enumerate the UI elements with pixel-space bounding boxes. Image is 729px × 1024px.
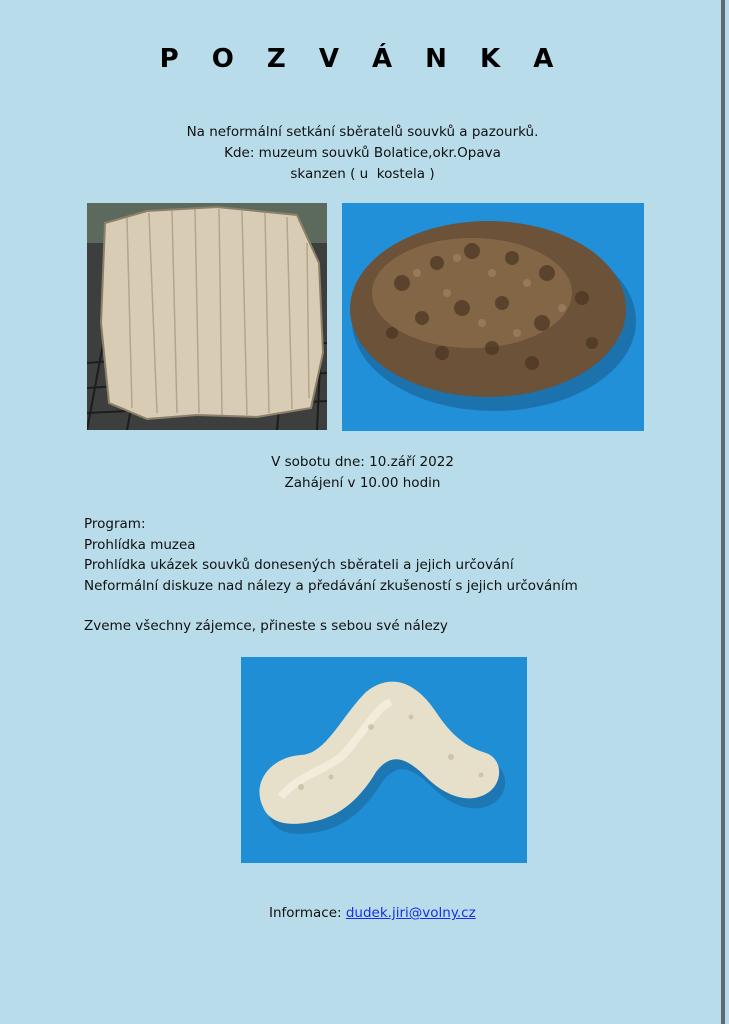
program-item: Prohlídka muzea bbox=[84, 536, 196, 553]
event-info bbox=[0, 452, 725, 494]
contact-label: Informace: bbox=[269, 905, 342, 921]
intro-line-location: Kde: muzeum souvků Bolatice,okr.Opava bbox=[224, 145, 501, 161]
contact-info bbox=[269, 905, 476, 921]
intro-block bbox=[0, 122, 725, 185]
contact-email-link[interactable]: dudek.jiri@volny.cz bbox=[345, 905, 476, 921]
photo-brown-nodule bbox=[342, 203, 644, 431]
intro-line-place: skanzen ( u kostela ) bbox=[290, 166, 435, 182]
page-title: P O Z V Á N K A bbox=[159, 44, 566, 74]
program-item: Neformální diskuze nad nálezy a předávání zkušeností s jejich určováním bbox=[84, 577, 578, 594]
intro-line-purpose: Na neformální setkání sběratelů souvků a pazourků. bbox=[186, 124, 539, 140]
invitation-text: Zveme všechny zájemce, přineste s sebou své nálezy bbox=[84, 618, 448, 634]
photo-petrified-wood bbox=[87, 203, 327, 430]
event-date: V sobotu dne: 10.září 2022 bbox=[271, 454, 454, 470]
photo-bent-stone bbox=[241, 657, 527, 863]
program-heading: Program: bbox=[84, 516, 146, 532]
event-start-time: Zahájení v 10.00 hodin bbox=[284, 475, 441, 491]
program-item: Prohlídka ukázek souvků donesených sběrateli a jejich určování bbox=[84, 557, 514, 573]
program-block bbox=[84, 514, 704, 596]
